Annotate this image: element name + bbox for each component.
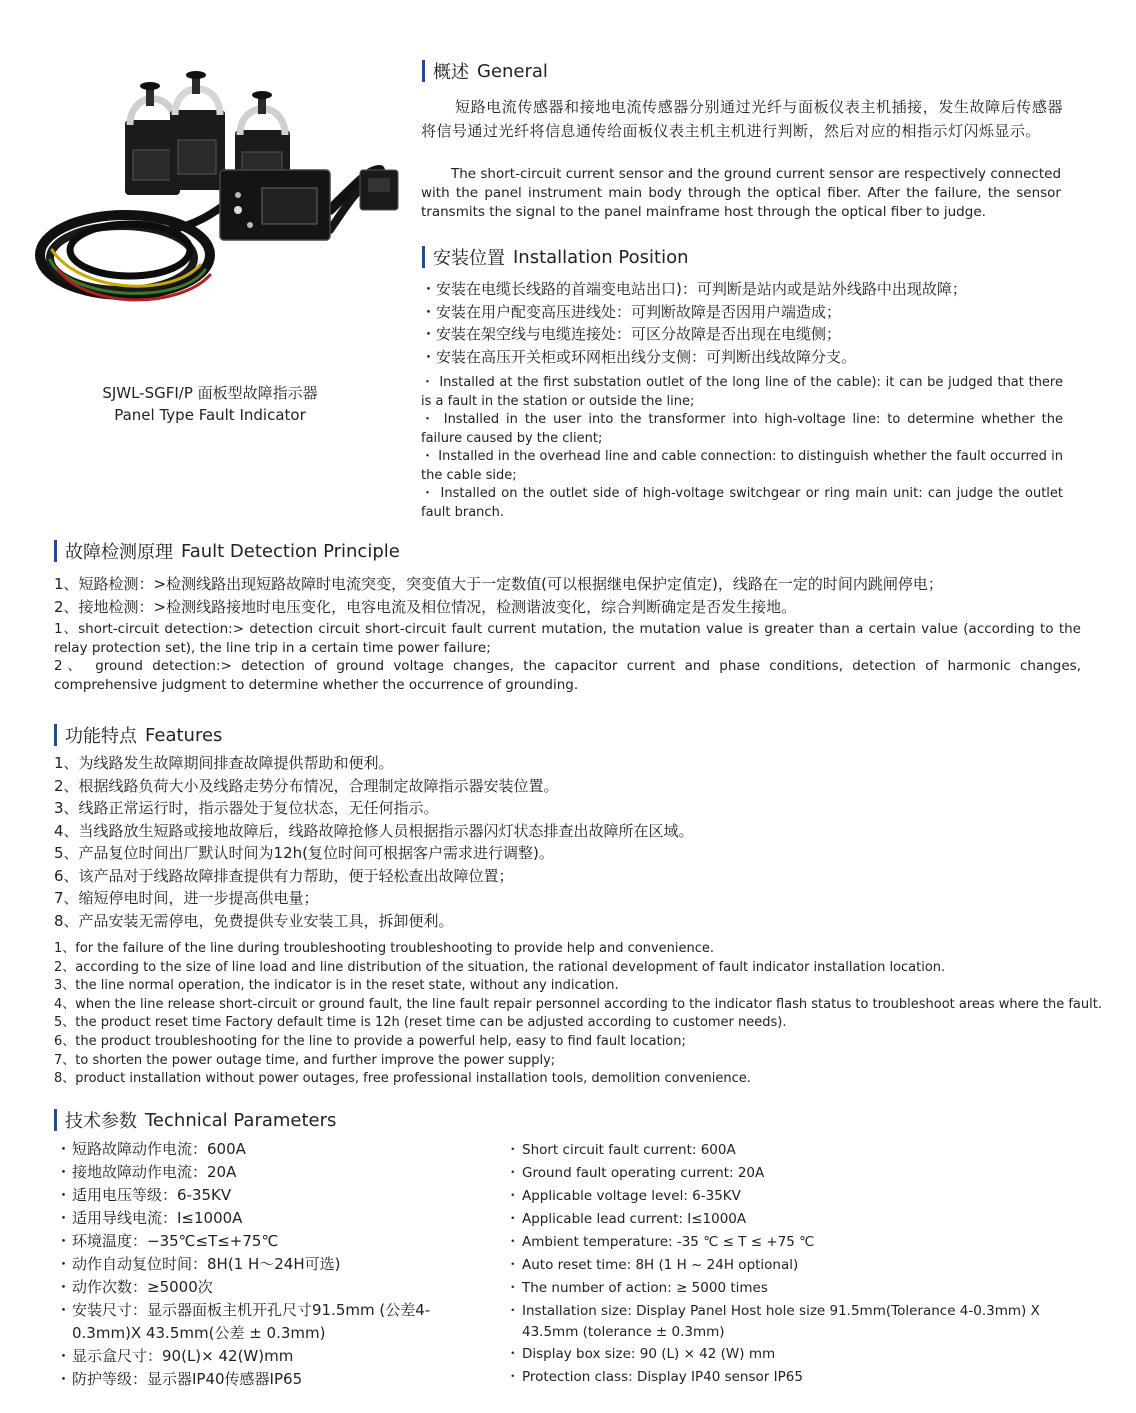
list-item: ・ 防护等级：显示器IP40传感器IP65	[56, 1370, 303, 1388]
list-item: ・ 动作自动复位时间：8H(1 H～24H可选)	[56, 1255, 341, 1273]
fault-detection-en-list	[54, 620, 1081, 694]
section-title-fault-detection: 故障检测原理 Fault Detection Principle	[54, 538, 400, 564]
list-item: ・ Ambient temperature: -35 ℃ ≤ T ≤ +75 ℃	[506, 1234, 815, 1250]
list-item: 1、short-circuit detection:> detection circuit short-circuit fault current mutation, the mutation value is greater than a certain value (according to the relay protection set), the line trip in a certain time power failure;	[54, 621, 1081, 656]
features-en-list	[54, 940, 1102, 1089]
list-item: ・ 环境温度：−35℃≤T≤+75℃	[56, 1232, 279, 1250]
list-item: ・ Installed in the user into the transformer into high-voltage line: to determine whether the failure caused by the client;	[421, 412, 1063, 446]
list-item: ・ 安装尺寸：显示器面板主机开孔尺寸91.5mm (公差4-0.3mm)X 43.5mm(公差 ± 0.3mm)	[56, 1301, 431, 1342]
list-item: 2、according to the size of line load and line distribution of the situation, the rational development of fault indicator installation location.	[54, 959, 946, 975]
list-item: ・ Protection class: Display IP40 sensor IP65	[506, 1369, 803, 1385]
list-item: ・ Auto reset time: 8H (1 H ~ 24H optional)	[506, 1257, 799, 1273]
section-title-installation: 安装位置 Installation Position	[422, 244, 689, 270]
list-item: 1、为线路发生故障期间排查故障提供帮助和便利。	[54, 754, 394, 772]
technical-en-list	[506, 1139, 1086, 1389]
installation-zh-list	[421, 278, 1071, 368]
list-item: ・ Installed at the first substation outlet of the long line of the cable): it can be judged that there is a fault in the station or outside the line;	[421, 375, 1063, 409]
list-item: 3、the line normal operation, the indicator is in the reset state, without any indication.	[54, 978, 619, 994]
list-item: ・ Display box size: 90 (L) × 42 (W) mm	[506, 1346, 776, 1362]
list-item: ・ Short circuit fault current: 600A	[506, 1142, 736, 1158]
list-item: ・ 短路故障动作电流：600A	[56, 1140, 246, 1158]
list-item: ・ 动作次数：≥5000次	[56, 1278, 213, 1296]
section-title-features: 功能特点 Features	[54, 722, 222, 748]
accent-bar	[422, 246, 425, 268]
product-image	[30, 70, 410, 320]
list-item: 4、when the line release short-circuit or ground fault, the line fault repair personnel according to the indicator flash status to troubleshoot areas where the fault.	[54, 996, 1102, 1012]
list-item: 3、线路正常运行时，指示器处于复位状态，无任何指示。	[54, 799, 439, 817]
technical-zh-list	[56, 1138, 441, 1391]
list-item: 1、for the failure of the line during troubleshooting troubleshooting to provide help and convenience.	[54, 941, 715, 956]
list-item: 7、to shorten the power outage time, and further improve the power supply;	[54, 1052, 556, 1068]
list-item: 2、接地检测：>检测线路接地时电压变化，电容电流及相位情况，检测谐波变化，综合判断确定是否发生接地。	[54, 597, 797, 616]
list-item: ・ 适用电压等级：6-35KV	[56, 1186, 232, 1204]
features-zh-list	[54, 752, 1084, 932]
list-item: 4、当线路放生短路或接地故障后，线路故障抢修人员根据指示器闪灯状态排查出故障所在区域。	[54, 821, 694, 840]
list-item: 7、缩短停电时间，进一步提高供电量；	[54, 889, 319, 907]
list-item: ・ Applicable voltage level: 6-35KV	[506, 1188, 741, 1204]
list-item: ・安装在架空线与电缆连接处：可区分故障是否出现在电缆侧；	[421, 325, 842, 343]
list-item: ・ Applicable lead current: I≤1000A	[506, 1211, 747, 1227]
list-item: 5、产品复位时间出厂默认时间为12h(复位时间可根据客户需求进行调整)。	[54, 844, 554, 862]
product-name: Panel Type Fault Indicator	[114, 406, 306, 424]
fault-detection-zh-list	[54, 573, 1084, 618]
list-item: ・安装在电缆长线路的首端变电站出口)：可判断是站内或是站外线路中出现故障；	[421, 280, 967, 298]
list-item: 5、the product reset time Factory default time is 12h (reset time can be adjusted according to customer needs).	[54, 1015, 787, 1031]
accent-bar	[422, 60, 425, 82]
list-item: ・ Installed in the overhead line and cable connection: to distinguish whether the fault occurred in the cable side;	[421, 449, 1063, 483]
installation-en-list	[421, 374, 1063, 522]
list-item: 2、根据线路负荷大小及线路走势分布情况，合理制定故障指示器安装位置。	[54, 776, 559, 795]
list-item: ・ 接地故障动作电流：20A	[56, 1163, 237, 1181]
list-item: ・安装在高压开关柜或环网柜出线分支侧：可判断出线故障分支。	[421, 347, 857, 366]
list-item: 6、the product troubleshooting for the line to provide a powerful help, easy to find fault location;	[54, 1033, 686, 1049]
list-item: 2、 ground detection:> detection of ground voltage changes, the capacitor current and phase conditions, detection of harmonic changes, comprehensive judgment to determine whether the occurrence of grounding.	[54, 658, 1081, 693]
accent-bar	[54, 1109, 57, 1131]
product-model: SJWL-SGFI/P 面板型故障指示器	[102, 384, 318, 402]
section-title-general: 概述 General	[422, 58, 548, 84]
list-item: 6、该产品对于线路故障排查提供有力帮助，便于轻松查出故障位置；	[54, 866, 514, 885]
section-title-technical: 技术参数 Technical Parameters	[54, 1107, 336, 1133]
list-item: ・ Installation size: Display Panel Host hole size 91.5mm(Tolerance 4-0.3mm) X 43.5mm (tolerance ± 0.3mm)	[506, 1303, 1040, 1340]
list-item: ・ 适用导线电流：I≤1000A	[56, 1209, 243, 1227]
list-item: ・ The number of action: ≥ 5000 times	[506, 1280, 768, 1296]
list-item: ・ 显示盒尺寸：90(L)× 42(W)mm	[56, 1347, 294, 1365]
list-item: 8、product installation without power outages, free professional installation tools, demolition convenience.	[54, 1071, 751, 1087]
accent-bar	[54, 540, 57, 562]
list-item: ・ Installed on the outlet side of high-voltage switchgear or ring main unit: can judge the outlet fault branch.	[421, 486, 1063, 520]
general-zh-text: 短路电流传感器和接地电流传感器分别通过光纤与面板仪表主机插接，发生故障后传感器将信号通过光纤将信息通传给面板仪表主机主机进行判断，然后对应的相指示灯闪烁显示。	[421, 98, 1063, 140]
list-item: ・ Ground fault operating current: 20A	[506, 1165, 765, 1181]
list-item: 8、产品安装无需停电，免费提供专业安装工具，拆卸便利。	[54, 911, 454, 930]
general-en-text: The short-circuit current sensor and the ground current sensor are respectively connected with the panel instrument main body through the optical fiber. After the failure, the sensor transmits the signal to the panel mainframe host through the optical fiber to judge.	[421, 166, 1062, 220]
list-item: ・安装在用户配变高压进线处：可判断故障是否因用户端造成；	[421, 302, 842, 321]
list-item: 1、短路检测：>检测线路出现短路故障时电流突变，突变值大于一定数值(可以根据继电保护定值定)，线路在一定的时间内跳闸停电；	[54, 575, 943, 593]
accent-bar	[54, 724, 57, 746]
fault-indicator-photo	[30, 70, 410, 320]
product-caption	[30, 382, 390, 426]
